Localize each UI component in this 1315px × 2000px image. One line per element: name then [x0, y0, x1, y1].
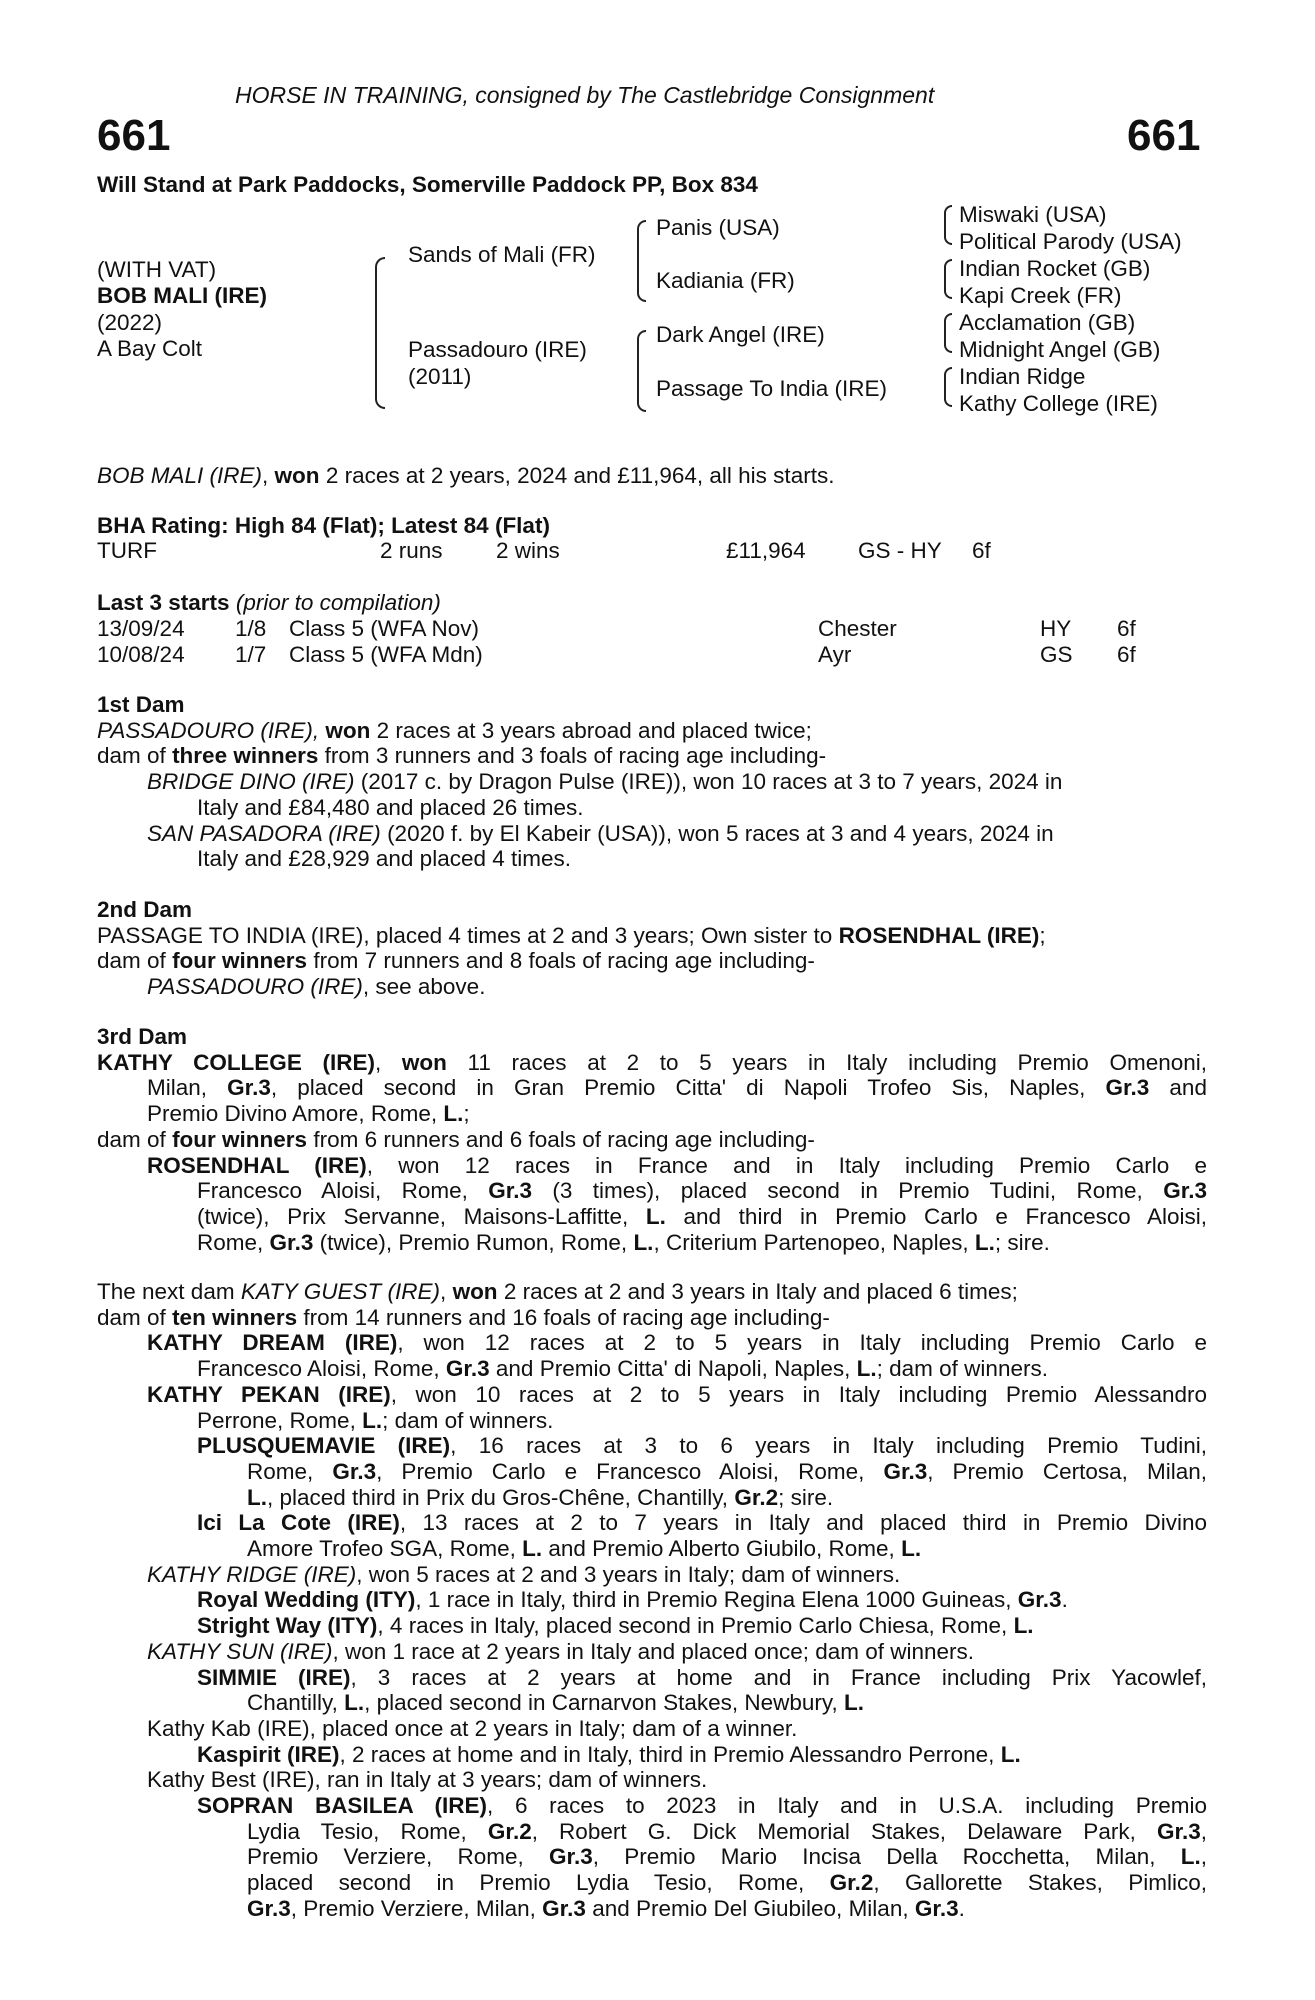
offspring-entry [97, 1433, 1207, 1459]
grade: Gr.3 [1156, 1818, 1201, 1844]
pedigree-brace-g3 [944, 313, 952, 353]
race-summary: BOB MALI (IRE), won 2 races at 2 years, 2024 and £11,964, all his starts. [97, 463, 835, 488]
offspring-name: SIMMIE (IRE) [197, 1664, 351, 1690]
rating-runs: 2 runs [380, 538, 443, 563]
offspring-continuation: Italy and £28,929 and placed 4 times. [197, 846, 572, 872]
third-dam-produce [97, 1127, 1207, 1153]
lot-number-right: 661 [1127, 111, 1201, 160]
dam-name: PASSADOURO (IRE), [97, 717, 320, 743]
next-dam-produce [97, 1305, 1207, 1331]
listed: L. [247, 1484, 267, 1510]
winners-count: four winners [172, 1126, 308, 1152]
pedigree-dam: Passadouro (IRE) [408, 337, 587, 362]
grade: Gr.3 [914, 1895, 959, 1921]
start-course: Chester [818, 616, 897, 641]
offspring-name: PLUSQUEMAVIE (IRE) [197, 1433, 451, 1459]
pedigree-g6: Midnight Angel (GB) [959, 337, 1161, 362]
text: and third in Premio Carlo e Francesco Aloisi, [683, 1203, 1207, 1229]
start-date: 10/08/24 [97, 642, 185, 667]
offspring-record: , 2 races at home and in Italy, third in Premio Alessandro Perrone, [339, 1741, 995, 1767]
offspring-name: Royal Wedding (ITY) [197, 1587, 416, 1613]
offspring-name: ROSENDHAL (IRE) [147, 1152, 367, 1178]
offspring-continuation [97, 1204, 1207, 1230]
second-dam-produce [97, 948, 1207, 974]
grade: Gr.2 [734, 1484, 779, 1510]
offspring-entry [97, 1562, 1207, 1588]
text: , Premio Certosa, Milan, [927, 1458, 1207, 1484]
listed: L. [1013, 1613, 1034, 1639]
third-dam-heading: 3rd Dam [97, 1024, 188, 1049]
grade: Gr.3 [488, 1178, 533, 1204]
grade: Gr.3 [247, 1895, 291, 1921]
offspring-record: , won 12 races at 2 to 5 years in Italy including Premio Carlo e [397, 1330, 1207, 1356]
text: , Robert G. Dick Memorial Stakes, Delaware Park, [531, 1818, 1136, 1844]
rating-going: GS - HY [858, 538, 942, 563]
offspring-entry [97, 974, 1207, 1000]
text: , placed third in Prix du Gros-Chêne, Chantilly, [267, 1484, 729, 1510]
text: , Premio Carlo e Francesco Aloisi, Rome, [376, 1458, 865, 1484]
pedigree-g2: Political Parody (USA) [959, 229, 1182, 254]
offspring-record: , won 10 races at 2 to 5 years in Italy including Premio Alessandro [390, 1381, 1207, 1407]
text: , Criterium Partenopeo, Naples, [653, 1229, 969, 1255]
grade: Gr.3 [548, 1844, 593, 1870]
grade: Gr.3 [1105, 1075, 1150, 1101]
offspring-continuation [97, 1230, 1207, 1256]
second-dam-line [97, 923, 1207, 949]
first-dam-section [97, 692, 1207, 872]
start-going: GS [1040, 642, 1073, 667]
grade: Gr.3 [445, 1356, 490, 1382]
third-dam-line [97, 1101, 1207, 1127]
text: ; dam of winners. [382, 1407, 554, 1433]
offspring-entry [97, 1382, 1207, 1408]
text: and Premio Citta' di Napoli, Naples, [495, 1356, 851, 1382]
text: Milan, [147, 1075, 208, 1101]
offspring-name: BRIDGE DINO (IRE) [147, 769, 355, 795]
offspring-name: KATHY DREAM (IRE) [147, 1330, 398, 1356]
offspring-name: SAN PASADORA (IRE) [147, 820, 381, 846]
offspring-record: , won 12 races in France and in Italy including Premio Carlo e [366, 1152, 1207, 1178]
start-race: Class 5 (WFA Nov) [289, 616, 480, 641]
offspring-name: Stright Way (ITY) [197, 1613, 378, 1639]
grade: Gr.3 [1017, 1587, 1062, 1613]
pedigree-sire-sire: Panis (USA) [656, 215, 780, 240]
text: (twice), Premio Rumon, Rome, [319, 1229, 628, 1255]
offspring-continuation [97, 1870, 1207, 1896]
text: Chantilly, [247, 1690, 338, 1716]
text: , Premio Verziere, Milan, [290, 1895, 536, 1921]
text: and Premio Alberto Giubilo, Rome, [548, 1536, 895, 1562]
text: and [1169, 1075, 1207, 1101]
text: , placed second in Carnarvon Stakes, Newbury, [364, 1690, 838, 1716]
pedigree-g3: Indian Rocket (GB) [959, 256, 1151, 281]
text: , see above. [362, 974, 486, 1000]
offspring-name: KATHY SUN (IRE) [147, 1638, 333, 1664]
pedigree-g7: Indian Ridge [959, 364, 1086, 389]
dam-record: 11 races at 2 to 5 years in Italy including Premio Omenoni, [467, 1049, 1207, 1075]
listed: L. [1180, 1844, 1201, 1870]
text: dam of [97, 1304, 166, 1330]
offspring-record: (2017 c. by Dragon Pulse (IRE)), won 10 races at 3 to 7 years, 2024 in [360, 769, 1063, 795]
third-dam-line: KATHY COLLEGE (IRE), won 11 races at 2 to 5 years in Italy including Premio Omenoni, [97, 1049, 1207, 1075]
start-distance: 6f [1117, 642, 1136, 667]
start-position: 1/7 [235, 642, 267, 667]
pedigree-g8: Kathy College (IRE) [959, 391, 1158, 416]
horse-name: BOB MALI (IRE) [97, 283, 267, 308]
listed: L. [974, 1229, 995, 1255]
offspring-record: , 6 races to 2023 in Italy and in U.S.A. including Premio [487, 1793, 1207, 1819]
pedigree-brace-dam [637, 330, 646, 412]
grade: Gr.3 [1163, 1178, 1207, 1204]
pedigree-dam-year: (2011) [408, 364, 472, 389]
won-label: won [401, 1049, 447, 1075]
pedigree-dam-sire: Dark Angel (IRE) [656, 322, 825, 347]
dam-record: 2 races at 2 and 3 years in Italy and placed 6 times; [503, 1279, 1018, 1304]
offspring-continuation [97, 1485, 1207, 1511]
won-label: won [325, 717, 371, 743]
winners-count: four winners [172, 948, 308, 974]
listed: L. [1000, 1741, 1021, 1767]
offspring-continuation: Lydia Tesio, Rome, Gr.2, Robert G. Dick Memorial Stakes, Delaware Park, Gr.3, [247, 1818, 1207, 1844]
listed: L. [633, 1229, 654, 1255]
offspring-entry [97, 1793, 1207, 1819]
listed: L. [856, 1356, 877, 1382]
last-starts-note: (prior to compilation) [235, 590, 441, 615]
text: Premio Verziere, Rome, [247, 1844, 524, 1870]
offspring-record: , 3 races at 2 years at home and in France including Prix Yacowlef, [350, 1664, 1207, 1690]
first-dam-heading: 1st Dam [97, 692, 185, 717]
offspring-continuation [97, 1408, 1207, 1434]
rating-heading: BHA Rating: High 84 (Flat); Latest 84 (Flat) [97, 513, 550, 538]
punct: ; [1039, 922, 1046, 948]
start-position: 1/8 [235, 616, 267, 641]
grade: Gr.3 [227, 1075, 271, 1101]
offspring-name: Kaspirit (IRE) [197, 1741, 340, 1767]
text: dam of [97, 1126, 166, 1152]
next-dam-line: The next dam KATY GUEST (IRE), won 2 races at 2 and 3 years in Italy and placed 6 times; [97, 1279, 1018, 1304]
rating-wins: 2 wins [496, 538, 560, 563]
text: Lydia Tesio, Rome, [247, 1818, 467, 1844]
listed: L. [645, 1203, 666, 1229]
won-label: won [452, 1279, 498, 1304]
offspring-continuation [97, 1459, 1207, 1485]
text: dam of [97, 948, 166, 974]
pedigree-sire-dam: Kadiania (FR) [656, 268, 795, 293]
grade: Gr.2 [829, 1870, 874, 1896]
text: ; [463, 1101, 470, 1127]
offspring-entry [97, 1639, 1207, 1665]
listed: L. [443, 1101, 464, 1127]
pedigree-dam-dam: Passage To India (IRE) [656, 376, 887, 401]
offspring-entry [97, 1153, 1207, 1179]
stand-info: Will Stand at Park Paddocks, Somerville Paddock PP, Box 834 [97, 172, 758, 197]
dam-name: KATHY COLLEGE (IRE) [97, 1049, 375, 1075]
text: Perrone, Rome, [197, 1407, 356, 1433]
offspring-record: (2020 f. by El Kabeir (USA)), won 5 races at 3 and 4 years, 2024 in [387, 820, 1054, 846]
text: , Premio Mario Incisa Della Rocchetta, Milan, [592, 1844, 1156, 1870]
grade: Gr.2 [487, 1818, 532, 1844]
start-going: HY [1040, 616, 1072, 641]
offspring-continuation: Italy and £84,480 and placed 26 times. [197, 794, 584, 820]
start-race: Class 5 (WFA Mdn) [289, 642, 483, 667]
offspring-entry [97, 1330, 1207, 1356]
offspring-record: , 1 race in Italy, third in Premio Regina Elena 1000 Guineas, [415, 1587, 1012, 1613]
text: Francesco Aloisi, Rome, [197, 1178, 468, 1204]
dam-record: PASSAGE TO INDIA (IRE), placed 4 times at 2 and 3 years; Own sister to [97, 922, 833, 948]
offspring-entry [97, 769, 1207, 795]
text: ; sire. [994, 1229, 1050, 1255]
summary-horse-name: BOB MALI (IRE) [97, 463, 263, 488]
offspring-name: SOPRAN BASILEA (IRE) [197, 1793, 488, 1819]
second-dam-heading: 2nd Dam [97, 897, 193, 922]
third-dam-section [97, 1024, 1207, 1255]
vat-note: (WITH VAT) [97, 257, 217, 282]
pedigree-brace-g2 [944, 259, 952, 299]
text: Rome, [197, 1229, 264, 1255]
offspring-entry: Royal Wedding (ITY), 1 race in Italy, third in Premio Regina Elena 1000 Guineas, Gr.3. [197, 1587, 1068, 1613]
offspring-entry [97, 1510, 1207, 1536]
text: and Premio Del Giubileo, Milan, [592, 1895, 909, 1921]
text: Amore Trofeo SGA, Rome, [247, 1536, 516, 1562]
offspring-continuation: Gr.3, Premio Verziere, Milan, Gr.3 and Premio Del Giubileo, Milan, Gr.3. [247, 1895, 965, 1921]
rating-surface: TURF [97, 538, 157, 563]
grade: Gr.3 [883, 1458, 928, 1484]
pedigree-g1: Miswaki (USA) [959, 202, 1107, 227]
text: ; sire. [778, 1484, 834, 1510]
offspring-name: Ici La Cote (IRE) [197, 1510, 400, 1536]
offspring-entry: Kathy Kab (IRE), placed once at 2 years in Italy; dam of a winner. [147, 1715, 798, 1741]
winners-count: three winners [172, 743, 319, 769]
offspring-entry: Kathy Best (IRE), ran in Italy at 3 years; dam of winners. [147, 1767, 708, 1793]
grade: Gr.3 [542, 1895, 586, 1921]
first-dam-produce [97, 743, 1207, 769]
offspring-record: , 13 races at 2 to 7 years in Italy and placed third in Premio Divino [399, 1510, 1207, 1536]
offspring-record: , 4 races in Italy, placed second in Premio Carlo Chiesa, Rome, [377, 1613, 1008, 1639]
offspring-continuation: Premio Verziere, Rome, Gr.3, Premio Mario Incisa Della Rocchetta, Milan, L., [247, 1844, 1207, 1870]
text: from 7 runners and 8 foals of racing age including- [313, 948, 815, 974]
pedigree-g4: Kapi Creek (FR) [959, 283, 1122, 308]
listed: L. [522, 1536, 543, 1562]
first-dam-line [97, 718, 1207, 744]
last-starts-heading [97, 590, 441, 616]
dam-name: KATY GUEST (IRE) [240, 1279, 441, 1304]
text: Rome, [247, 1458, 314, 1484]
offspring-continuation [97, 1178, 1207, 1204]
text: Francesco Aloisi, Rome, [197, 1356, 440, 1382]
last-starts-title: Last 3 starts [97, 590, 230, 615]
text: from 3 runners and 3 foals of racing age including- [324, 743, 827, 769]
text: (3 times), placed second in Premio Tudini, Rome, [552, 1178, 1143, 1204]
text: placed second in Premio Lydia Tesio, Rome, [247, 1870, 805, 1896]
pedigree-brace-g1 [944, 205, 952, 245]
rating-distance: 6f [972, 538, 991, 563]
summary-text: 2 races at 2 years, 2024 and £11,964, all his starts. [325, 463, 835, 488]
offspring-record: , won 1 race at 2 years in Italy and placed once; dam of winners. [332, 1638, 975, 1664]
second-dam-section [97, 897, 1207, 1000]
listed: L. [901, 1536, 922, 1562]
grade: Gr.3 [332, 1458, 377, 1484]
offspring-entry [97, 821, 1207, 847]
text: ; dam of winners. [876, 1356, 1048, 1382]
pedigree-sire: Sands of Mali (FR) [408, 242, 596, 267]
offspring-name: KATHY PEKAN (IRE) [147, 1381, 391, 1407]
offspring-continuation [97, 1690, 1207, 1716]
next-dam-section [97, 1279, 1207, 1922]
offspring-record: , won 5 races at 2 and 3 years in Italy; dam of winners. [356, 1561, 901, 1587]
text: Premio Divino Amore, Rome, [147, 1101, 438, 1127]
offspring-record: , 16 races at 3 to 6 years in Italy including Premio Tudini, [450, 1433, 1207, 1459]
catalogue-subtitle: HORSE IN TRAINING, consigned by The Castlebridge Consignment [235, 82, 935, 108]
pedigree-brace-main [375, 257, 385, 409]
offspring-continuation [97, 1356, 1207, 1382]
third-dam-line [97, 1075, 1207, 1101]
offspring-entry [97, 1665, 1207, 1691]
offspring-name: KATHY RIDGE (IRE) [147, 1561, 357, 1587]
listed: L. [344, 1690, 365, 1716]
listed: L. [843, 1690, 864, 1716]
start-course: Ayr [818, 642, 852, 667]
text: dam of [97, 743, 166, 769]
listed: L. [362, 1407, 383, 1433]
text: , placed second in Gran Premio Citta' di Napoli Trofeo Sis, Naples, [270, 1075, 1086, 1101]
summary-won: won [274, 463, 320, 488]
horse-year: (2022) [97, 310, 163, 335]
pedigree-g5: Acclamation (GB) [959, 310, 1136, 335]
text: (twice), Prix Servanne, Maisons-Laffitte, [197, 1203, 629, 1229]
grade: Gr.3 [269, 1229, 314, 1255]
horse-description: A Bay Colt [97, 336, 203, 361]
rating-prize: £11,964 [726, 538, 806, 563]
offspring-name: PASSADOURO (IRE) [147, 974, 363, 1000]
start-date: 13/09/24 [97, 616, 185, 641]
pedigree-brace-sire [637, 220, 646, 302]
text: The next dam [97, 1279, 235, 1304]
offspring-entry [97, 1742, 1207, 1768]
offspring-entry [97, 1613, 1207, 1639]
sister-name: ROSENDHAL (IRE) [838, 922, 1040, 948]
text: from 14 runners and 16 foals of racing age including- [303, 1304, 830, 1330]
lot-number-left: 661 [97, 111, 171, 160]
start-distance: 6f [1117, 616, 1136, 641]
winners-count: ten winners [172, 1304, 298, 1330]
offspring-continuation [97, 1536, 1207, 1562]
text: , Gallorette Stakes, Pimlico, [873, 1870, 1207, 1896]
text: from 6 runners and 6 foals of racing age including- [313, 1126, 815, 1152]
dam-record: 2 races at 3 years abroad and placed twice; [376, 717, 812, 743]
pedigree-brace-g4 [944, 367, 952, 407]
